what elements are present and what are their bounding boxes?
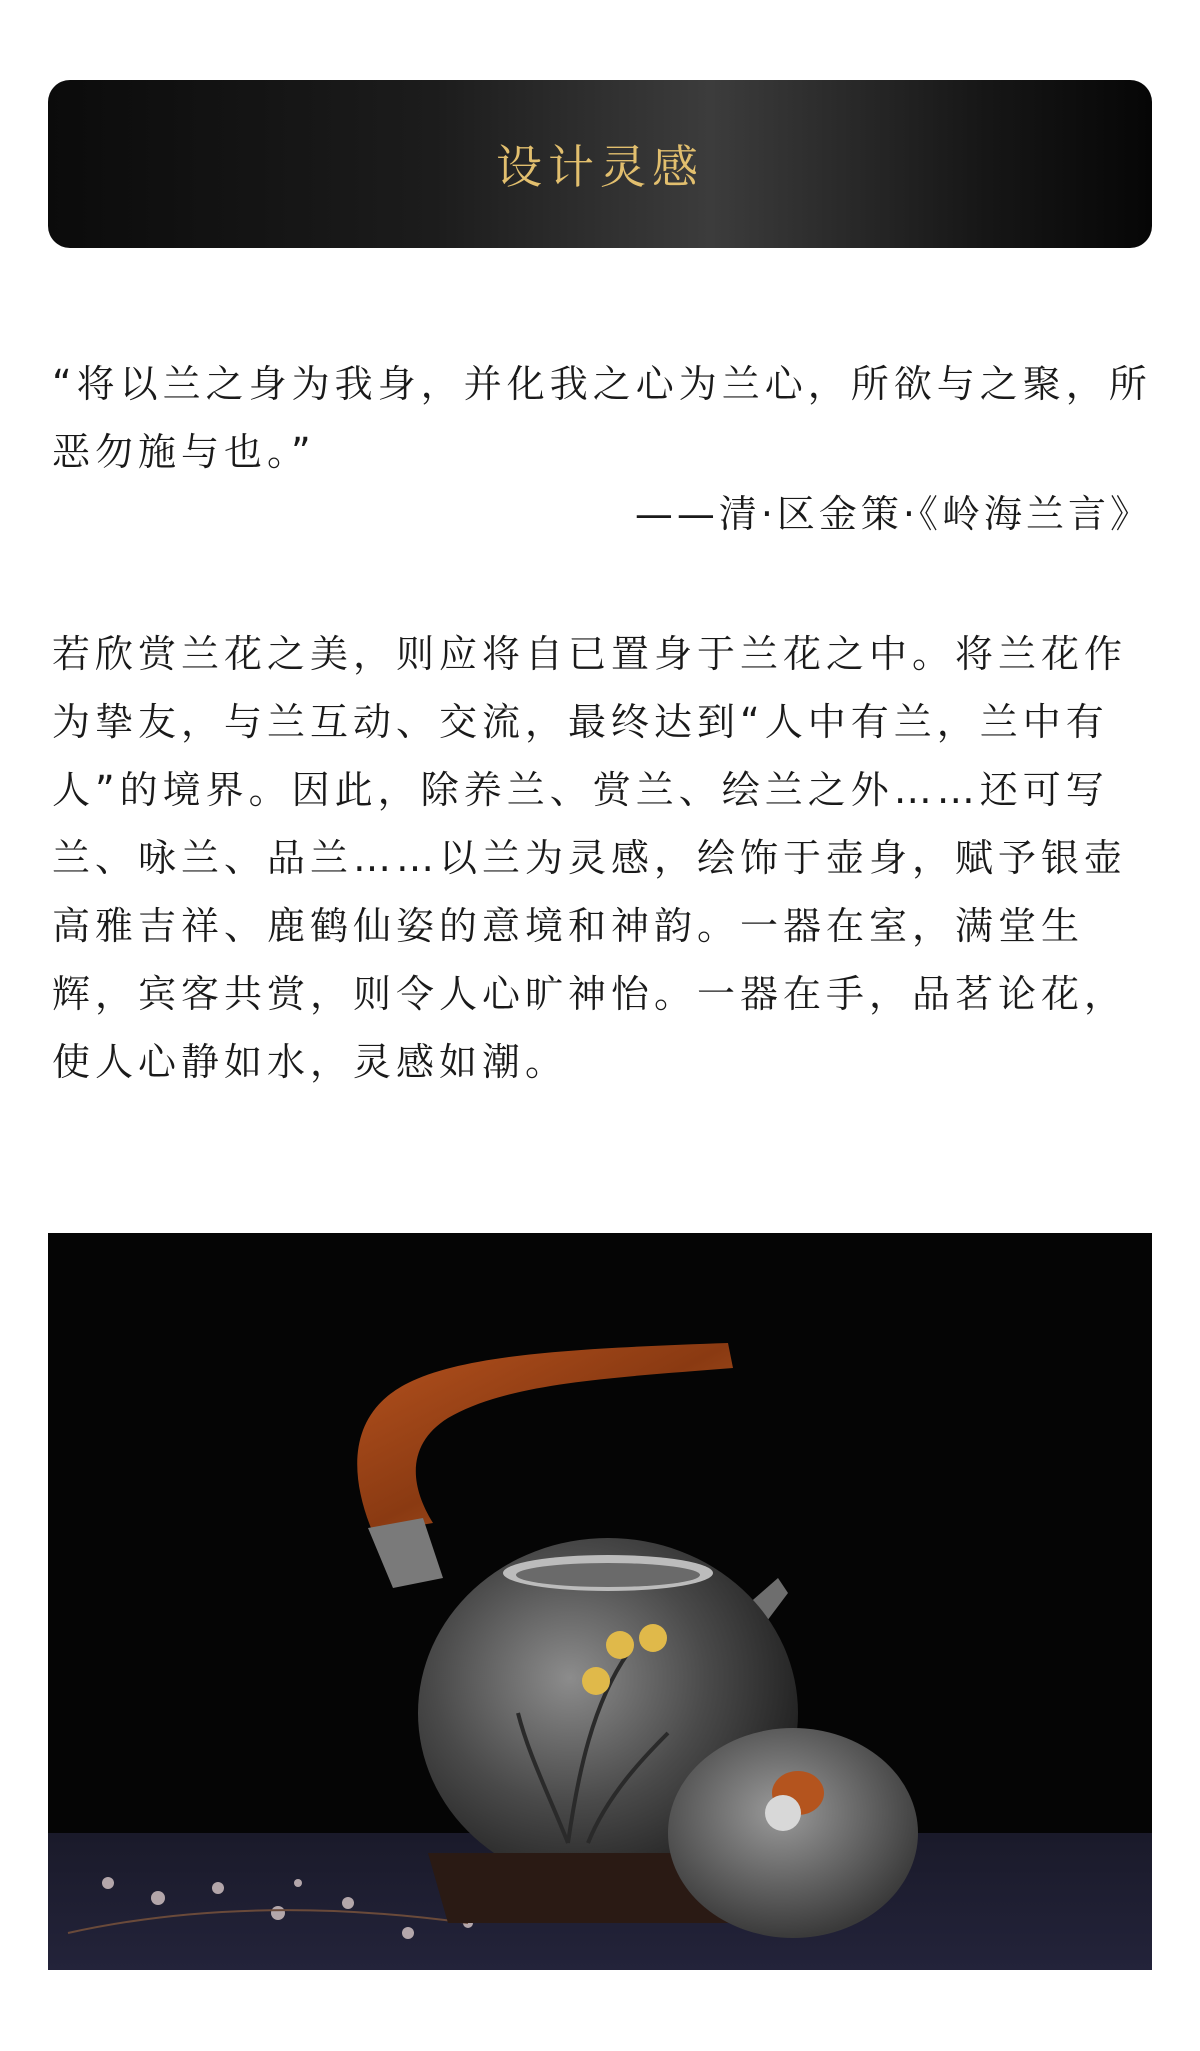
section-title: 设计灵感 [496,140,704,194]
quote-attribution: ——清·区金策·《岭海兰言》 [634,492,1152,536]
teapot-photo [48,1233,1152,1970]
quote-text: “将以兰之身为我身，并化我之心为兰心，所欲与之聚，所恶勿施与也。” [52,362,1152,474]
body-paragraph: 若欣赏兰花之美，则应将自已置身于兰花之中。将兰花作为挚友，与兰互动、交流，最终达到“人中有兰，兰中有人”的境界。因此，除养兰、赏兰、绘兰之外……还可写兰、咏兰、品兰……以兰为灵感，绘饰于壶身，赋予银壶高雅吉祥、鹿鹤仙姿的意境和神韵。一器在室，满堂生辉，宾客共赏，则令人心旷神怡。一器在手，品茗论花，使人心静如水，灵感如潮。 [52,632,1128,1084]
teapot-illustration [48,1233,1152,1970]
section-header-banner [48,80,1152,248]
